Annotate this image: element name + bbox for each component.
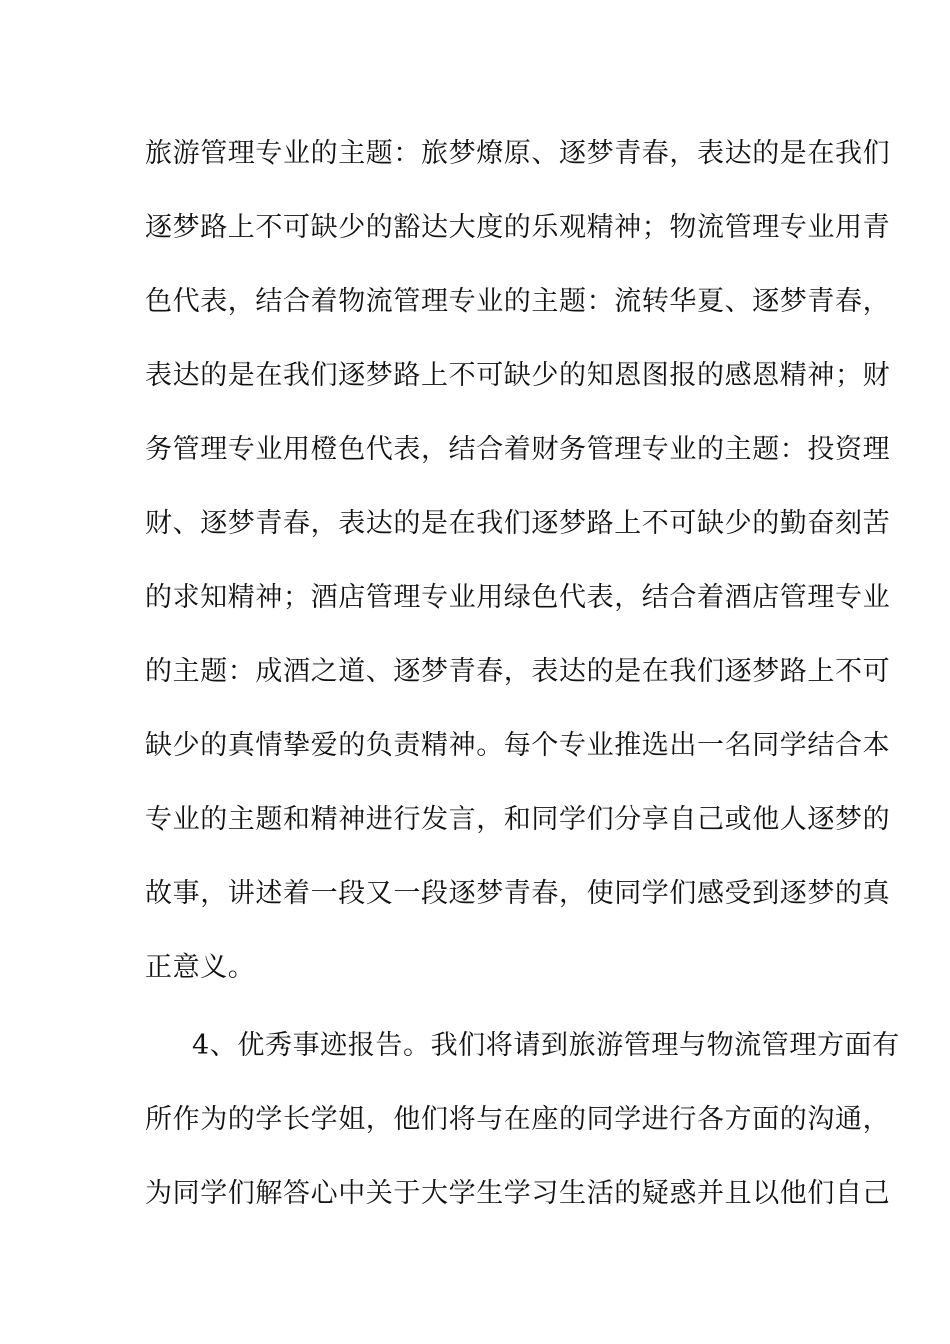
text-line: 正意义。 — [145, 952, 256, 983]
text-line: 缺少的真情挚爱的负责精神。每个专业推选出一名同学结合本 — [145, 730, 891, 761]
text-line: 务管理专业用橙色代表，结合着财务管理专业的主题：投资理 — [145, 434, 891, 465]
text-line: 所作为的学长学姐，他们将与在座的同学进行各方面的沟通， — [145, 1104, 891, 1135]
text-line: 的求知精神；酒店管理专业用绿色代表，结合着酒店管理专业 — [145, 582, 891, 613]
text-line: 为同学们解答心中关于大学生学习生活的疑惑并且以他们自己 — [145, 1178, 891, 1209]
paragraph-majors-themes — [145, 117, 891, 1005]
paragraph-excellent-deeds-report — [145, 1009, 900, 1231]
text-line: 故事，讲述着一段又一段逐梦青春，使同学们感受到逐梦的真 — [145, 878, 891, 909]
text-line: 的主题：成酒之道、逐梦青春，表达的是在我们逐梦路上不可 — [145, 656, 891, 687]
text-line: 财、逐梦青春，表达的是在我们逐梦路上不可缺少的勤奋刻苦 — [145, 508, 891, 539]
text-line-indented: 4、优秀事迹报告。我们将请到旅游管理与物流管理方面有 — [192, 1030, 900, 1061]
text-line: 旅游管理专业的主题：旅梦燎原、逐梦青春，表达的是在我们 — [145, 138, 891, 169]
text-line: 表达的是在我们逐梦路上不可缺少的知恩图报的感恩精神；财 — [145, 360, 891, 391]
text-line: 色代表，结合着物流管理专业的主题：流转华夏、逐梦青春， — [145, 286, 891, 317]
text-line: 逐梦路上不可缺少的豁达大度的乐观精神；物流管理专业用青 — [145, 212, 891, 243]
text-line: 专业的主题和精神进行发言，和同学们分享自己或他人逐梦的 — [145, 804, 891, 835]
